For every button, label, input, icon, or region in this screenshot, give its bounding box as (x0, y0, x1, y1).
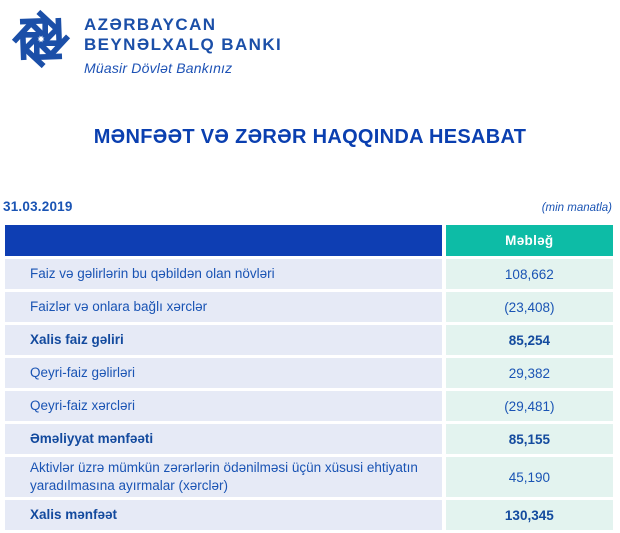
table-header-label-cell (5, 225, 442, 256)
row-amount: 130,345 (446, 500, 613, 530)
row-amount: 108,662 (446, 259, 613, 289)
table-row (5, 292, 613, 322)
row-label: Qeyri-faiz xərcləri (5, 391, 442, 421)
table-row (5, 391, 613, 421)
row-amount: (23,408) (446, 292, 613, 322)
row-label: Əməliyyat mənfəəti (5, 424, 442, 454)
brand-header (8, 6, 282, 76)
row-label: Faiz və gəlirlərin bu qəbildən olan növləri (5, 259, 442, 289)
table-row (5, 259, 613, 289)
row-label: Aktivlər üzrə mümkün zərərlərin ödənilməsi üçün xüsusi ehtiyatın yaradılmasına ayırmalar (xərclər) (5, 457, 442, 497)
table-row (5, 500, 613, 530)
table-row (5, 325, 613, 355)
row-label: Xalis faiz gəliri (5, 325, 442, 355)
brand-name-line2: BEYNƏLXALQ BANKI (84, 35, 283, 55)
meta-row (3, 199, 612, 214)
row-amount: (29,481) (446, 391, 613, 421)
row-amount: 85,254 (446, 325, 613, 355)
report-date: 31.03.2019 (3, 199, 73, 214)
table-row (5, 424, 613, 454)
row-amount: 45,190 (446, 457, 613, 497)
page-title: MƏNFƏƏT VƏ ZƏRƏR HAQQINDA HESABAT (93, 126, 527, 148)
bank-logo-icon (8, 6, 74, 72)
row-amount: 29,382 (446, 358, 613, 388)
income-statement-table (1, 222, 617, 533)
row-label: Xalis mənfəət (5, 500, 442, 530)
table-header-amount-cell: Məbləğ (446, 225, 613, 256)
brand-tagline: Müasir Dövlət Bankınız (84, 60, 233, 77)
table-row (5, 457, 613, 497)
brand-name-line1: AZƏRBAYCAN (84, 15, 217, 34)
unit-note: (min manatla) (541, 202, 612, 214)
table-row (5, 358, 613, 388)
row-label: Faizlər və onlara bağlı xərclər (5, 292, 442, 322)
row-label: Qeyri-faiz gəlirləri (5, 358, 442, 388)
report-table-body (5, 259, 613, 530)
table-header-row (5, 225, 613, 256)
row-amount: 85,155 (446, 424, 613, 454)
brand-text (84, 6, 282, 76)
